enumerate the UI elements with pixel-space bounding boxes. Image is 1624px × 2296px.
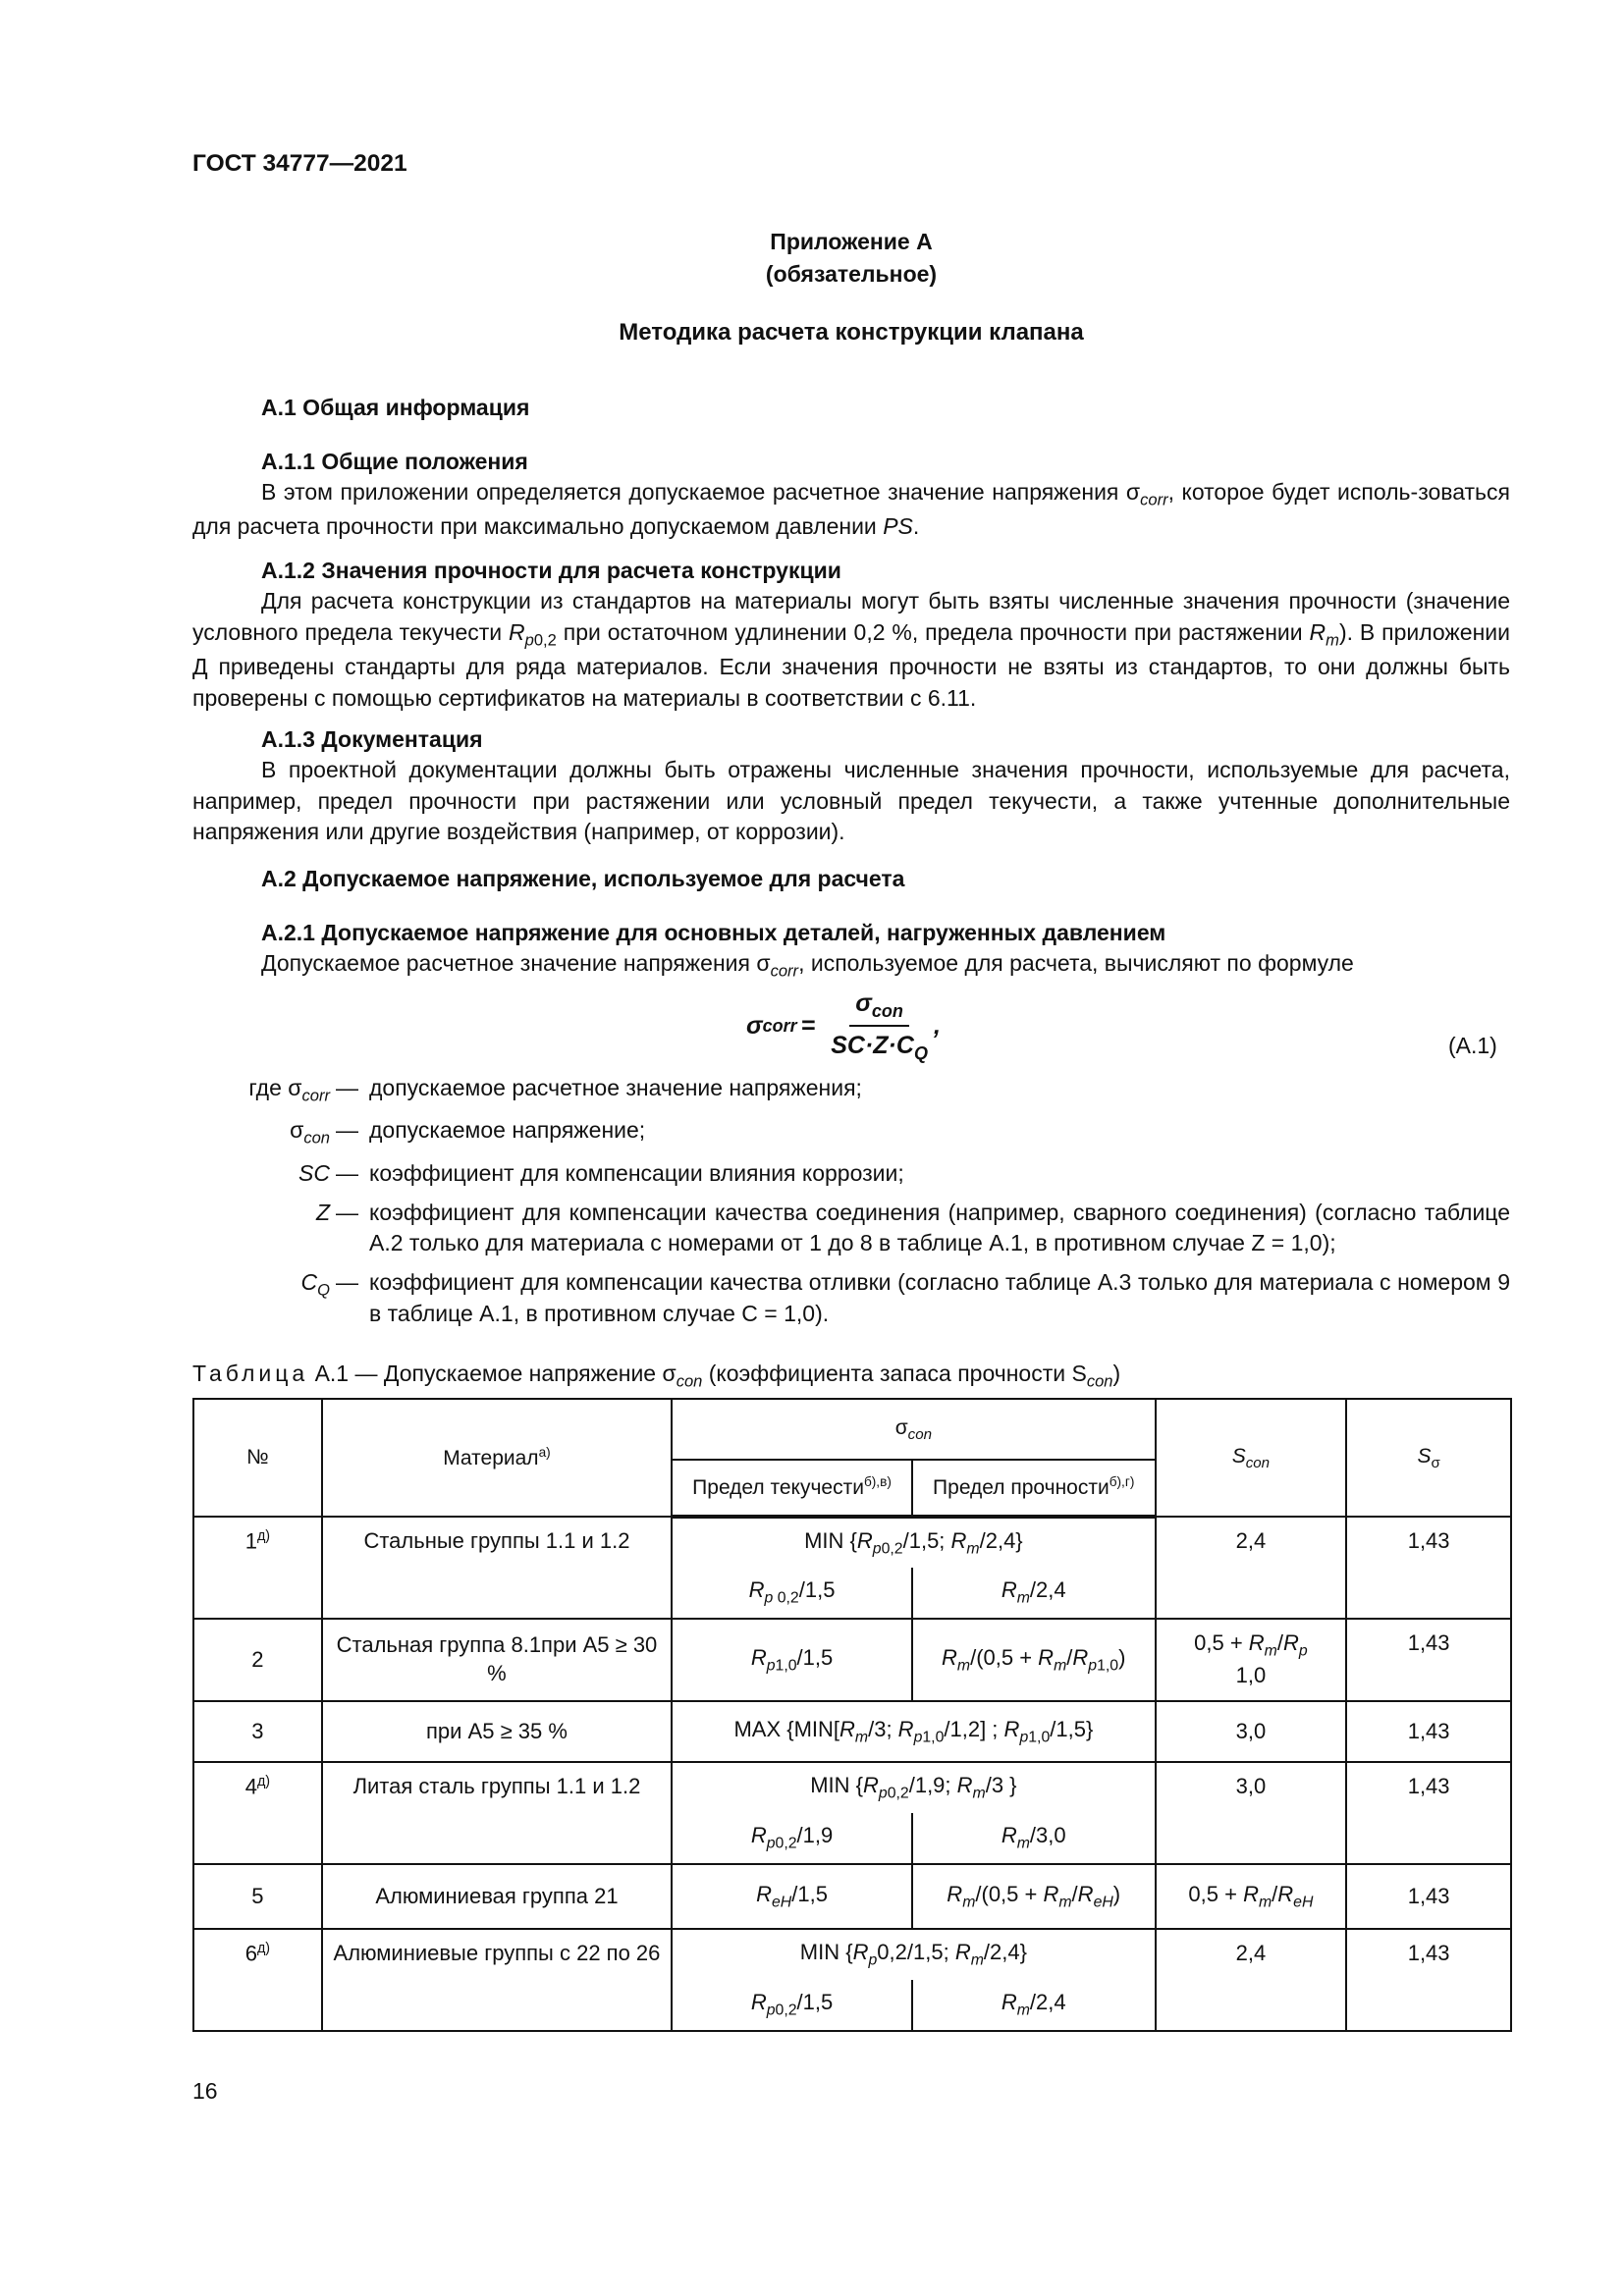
cell-material: Литая сталь группы 1.1 и 1.2 — [322, 1762, 672, 1864]
legend-row-cq: $C_Q$ — коэффициент для компенсации качества отливки (согласно таблице А.3 только для материала с номером 9 в таблице А.1, в противном случае C = 1,0). — [300, 1269, 1510, 1326]
legend-row-sigma-corr: где $\sigma_{corr}$ — допускаемое расчетное значение напряжения; — [248, 1075, 862, 1105]
section-a11-paragraph: В этом приложении определяется допускаемое расчетное значение напряжения $\sigma_{corr}$, которое будет исполь-зоваться для расчета прочности при максимально допускаемом давлении PS. — [192, 479, 1510, 540]
legend-row-sigma-con: $\sigma_{con}$ — допускаемое напряжение; — [290, 1117, 646, 1148]
cell-combined: MIN {$R_{p0,2}/1,9$; $R_m/3$ } — [672, 1762, 1155, 1813]
table-row — [193, 1517, 1511, 1568]
cell-s-con: $0,5 + R_m/R_p$ 1,0 — [1156, 1619, 1347, 1701]
section-a11-heading: А.1.1 Общие положения — [261, 449, 528, 474]
table-caption: Таблица А.1 — Допускаемое напряжение $\sigma_{con}$ (коэффициента запаса прочности $S_{con}$) — [192, 1361, 1121, 1391]
cell-s-sigma: 1,43 — [1346, 1929, 1511, 2031]
cell-material: Стальные группы 1.1 и 1.2 — [322, 1517, 672, 1619]
cell-yield: $R_{p 0,2}/1,5$ — [672, 1568, 912, 1619]
header-s-sigma: $S_\sigma$ — [1346, 1399, 1511, 1517]
section-a12-heading: А.1.2 Значения прочности для расчета конструкции — [261, 558, 841, 583]
cell-s-sigma: 1,43 — [1346, 1517, 1511, 1619]
legend-row-sc: SC — коэффициент для компенсации влияния коррозии; — [298, 1159, 904, 1186]
cell-s-con: $0,5 + R_m/R_{eH}$ — [1156, 1864, 1347, 1929]
section-a21-heading: А.2.1 Допускаемое напряжение для основных деталей, нагруженных давлением — [261, 920, 1166, 945]
section-a12-paragraph: Для расчета конструкции из стандартов на материалы могут быть взяты численные значения прочности (значение условного предела текучести $R_{p0,2}$ при остаточном удлинении 0,2 %, предела прочности при растяжении $R_m$). В приложении Д приведены стандарты для ряда материалов. Если значения прочности не взяты из стандартов, то они должны быть проверены с помощью сертификатов на материалы в соответствии с 6.11. — [192, 588, 1510, 711]
cell-tensile: $R_m/2,4$ — [912, 1568, 1156, 1619]
annex-title: Методика расчета конструкции клапана — [619, 319, 1084, 346]
cell-s-con: 3,0 — [1156, 1701, 1347, 1762]
section-a13-paragraph: В проектной документации должны быть отражены численные значения прочности, используемые для расчета, например, предел прочности при растяжении или условный предел текучести, а также учтенные дополнительные напряжения или другие воздействия (например, от коррозии). — [192, 757, 1510, 845]
cell-combined: MIN {$R_{p0,2}/1,5$; $R_m/2,4$} — [672, 1517, 1155, 1568]
header-s-con: $S_{con}$ — [1156, 1399, 1347, 1517]
allowable-stress-table — [192, 1398, 1512, 2032]
table-row — [193, 1864, 1511, 1929]
cell-s-con: 2,4 — [1156, 1929, 1347, 2031]
header-tensile: Предел прочности$^{б),г)}$ — [912, 1460, 1156, 1517]
cell-s-con: 2,4 — [1156, 1517, 1347, 1619]
table-row — [193, 1929, 1511, 1980]
legend-row-z: Z — коэффициент для компенсации качества соединения (например, сварного соединения) (согласно таблице А.2 только для материала с номерами от 1 до 8 в таблице А.1, в противном случае Z = 1,0); — [315, 1199, 1510, 1256]
cell-tensile: $R_m/3,0$ — [912, 1813, 1156, 1864]
section-a13-heading: А.1.3 Документация — [261, 726, 483, 752]
cell-yield: $R_{p1,0}/1,5$ — [672, 1619, 912, 1701]
table-row — [193, 1762, 1511, 1813]
cell-s-sigma: 1,43 — [1346, 1701, 1511, 1762]
cell-yield: $R_{p0,2}/1,9$ — [672, 1813, 912, 1864]
formula-a1: σ corr = $\frac{\sigma_{con}}{SC\cdot Z\cdot C_Q}$ , — [746, 987, 941, 1066]
cell-no: $4^{д)}$ — [193, 1762, 322, 1864]
cell-tensile: $R_m/2,4$ — [912, 1980, 1156, 2031]
cell-combined: MIN {$R_p0,2/1,5$; $R_m/2,4$} — [672, 1929, 1155, 1980]
section-a1-heading: А.1 Общая информация — [261, 395, 530, 420]
header-no: № — [193, 1399, 322, 1517]
table-row — [193, 1701, 1511, 1762]
cell-yield: $R_{eH}/1,5$ — [672, 1864, 912, 1929]
annex-status: (обязательное) — [765, 261, 938, 288]
document-code: ГОСТ 34777—2021 — [192, 150, 407, 177]
cell-no: $1^{д)}$ — [193, 1517, 322, 1619]
cell-no: 3 — [193, 1701, 322, 1762]
header-material: Материал$^{а)}$ — [322, 1399, 672, 1517]
symbols-legend — [192, 1073, 1510, 1330]
cell-tensile: $R_m/(0,5 + R_m/R_{eH})$ — [912, 1864, 1156, 1929]
cell-no: $6^{д)}$ — [193, 1929, 322, 2031]
cell-yield: $R_{p0,2}/1,5$ — [672, 1980, 912, 2031]
cell-s-con: 3,0 — [1156, 1762, 1347, 1864]
table-row — [193, 1619, 1511, 1701]
cell-s-sigma: 1,43 — [1346, 1864, 1511, 1929]
cell-s-sigma: 1,43 — [1346, 1619, 1511, 1701]
header-sigma-con: $\sigma_{con}$ — [672, 1399, 1155, 1460]
formula-number: (А.1) — [1448, 1033, 1497, 1058]
cell-material: Стальная группа 8.1при А5 ≥ 30 % — [322, 1619, 672, 1701]
cell-material: Алюминиевая группа 21 — [322, 1864, 672, 1929]
cell-material: Алюминиевые группы с 22 по 26 — [322, 1929, 672, 2031]
cell-combined: MAX {$MIN[R_m/3$; $R_{p1,0}/1,2$] ; $R_{p1,0}/1,5$} — [672, 1701, 1155, 1762]
annex-heading — [192, 226, 1510, 292]
cell-s-sigma: 1,43 — [1346, 1762, 1511, 1864]
section-a21-paragraph: Допускаемое расчетное значение напряжения $\sigma_{corr}$, используемое для расчета, вычисляют по формуле — [261, 950, 1354, 981]
page-number: 16 — [192, 2078, 218, 2104]
cell-material: при А5 ≥ 35 % — [322, 1701, 672, 1762]
section-a2-heading: А.2 Допускаемое напряжение, используемое для расчета — [261, 866, 905, 891]
cell-tensile: $R_m/(0,5 + R_m/R_{p1,0})$ — [912, 1619, 1156, 1701]
annex-label: Приложение А — [770, 229, 933, 254]
header-yield: Предел текучести$^{б),в)}$ — [672, 1460, 912, 1517]
cell-no: 2 — [193, 1619, 322, 1701]
cell-no: 5 — [193, 1864, 322, 1929]
